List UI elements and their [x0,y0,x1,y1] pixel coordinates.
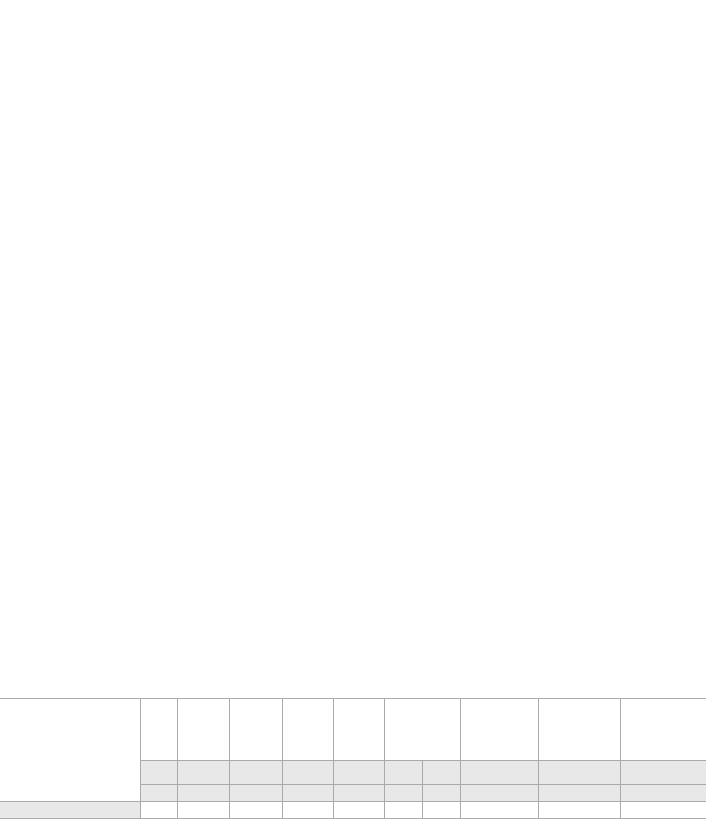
symbol-pitch [140,761,177,785]
unit-plate-thickness [333,785,384,802]
unit-avg-tensile-strength [538,785,620,802]
unit-plate-lacing [177,785,229,802]
cell-pitch [140,802,177,819]
symbol-pin-length [282,761,333,785]
header-tensile-strength [460,699,538,761]
header-pin-length [282,699,333,761]
unit-pin-length [282,785,333,802]
header-plate-lacing [177,699,229,761]
chain-no-header [0,699,140,802]
table-row [0,802,706,819]
unit-weight-per-meter [620,785,706,802]
cell-tensile-strength [460,802,538,819]
symbol-plate-lacing [177,761,229,785]
unit-h2 [384,785,422,802]
symbol-weight-per-meter [620,761,706,785]
header-pitch [140,699,177,761]
header-pin-diameter [229,699,282,761]
cell-weight-per-meter [620,802,706,819]
symbol-M [422,761,460,785]
symbol-tensile-strength [460,761,538,785]
header-avg-tensile-strength [538,699,620,761]
header-weight-per-meter [620,699,706,761]
header-plate-dimension [384,699,460,761]
unit-tensile-strength [460,785,538,802]
symbol-h2 [384,761,422,785]
symbol-plate-thickness [333,761,384,785]
symbol-pin-diameter [229,761,282,785]
cell-plate-thickness [333,802,384,819]
unit-M [422,785,460,802]
unit-pin-diameter [229,785,282,802]
cell-avg-tensile-strength [538,802,620,819]
cell-pin-diameter [229,802,282,819]
cell-plate-lacing [177,802,229,819]
unit-pitch [140,785,177,802]
cell-M [422,802,460,819]
cell-pin-length [282,802,333,819]
cell-h2 [384,802,422,819]
cell-chain-no [0,802,140,819]
header-plate-thickness [333,699,384,761]
symbol-avg-tensile-strength [538,761,620,785]
chain-spec-table [0,698,706,819]
